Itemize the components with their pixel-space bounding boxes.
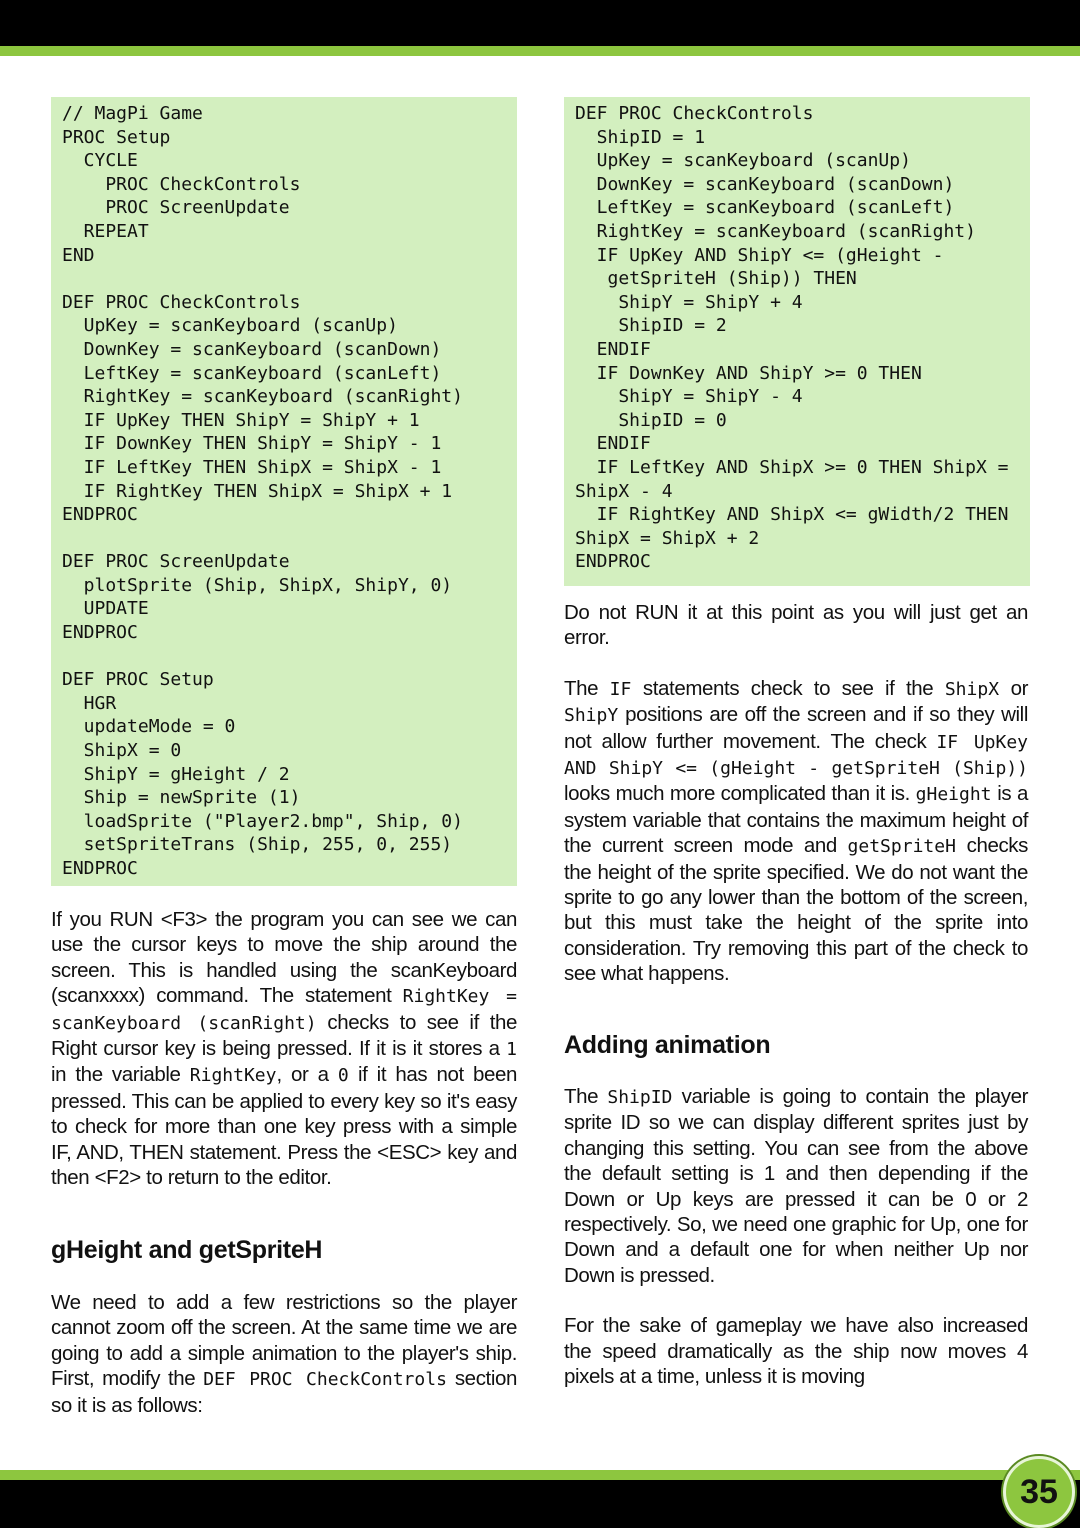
top-bar xyxy=(0,0,1080,46)
bottom-bar xyxy=(0,1480,1080,1528)
text-run: statements check to see if the xyxy=(631,676,945,700)
text-run: If you RUN <F3> the program you can see we can use the cursor keys to move the ship around the screen. This is handled using the scanKeyboard (scanxxxx) command. The statement xyxy=(51,908,517,1008)
code-listing-right: DEF PROC CheckControls ShipID = 1 UpKey = scanKeyboard (scanUp) DownKey = scanKeyboard (scanDown) LeftKey = scanKeyboard (scanLeft) RightKey = scanKeyboard (scanRight) IF UpKey AND ShipY <= (gHeight - getSpriteH (Ship)) THEN ShipY = ShipY + 4 ShipID = 2 ENDIF IF DownKey AND ShipY >= 0 THEN ShipY = ShipY - 4 ShipID = 0 ENDIF IF LeftKey AND ShipX >= 0 THEN ShipX = ShipX - 4 IF RightKey AND ShipX <= gWidth/2 THEN ShipX = ShipX + 2 ENDPROC xyxy=(564,97,1030,586)
right-paragraph-2 xyxy=(564,676,1028,987)
inline-code: getSpriteH xyxy=(847,836,956,858)
right-body-text-2 xyxy=(564,1084,1028,1414)
text-run: in the variable xyxy=(51,1063,190,1087)
text-run: or xyxy=(999,676,1028,700)
inline-code: gHeight xyxy=(915,784,992,806)
text-run: variable is going to contain the player sprite ID so we can display different sprites just by changing this setting. You can see from the above the default setting is 1 and then depending if the Down or Up keys are pressed it can be 0 or 2 respectively. So, we need one graphic for Up, one for Down and a default one for when neither Up nor Down is pressed. xyxy=(564,1085,1029,1287)
text-run: We need to add a few restrictions so the player cannot zoom off the screen. At the same time we are going to add a simple animation to the player's ship. First, modify the xyxy=(51,1291,517,1391)
inline-code: ShipY xyxy=(564,705,619,727)
section-heading-gheight: gHeight and getSpriteH xyxy=(51,1236,323,1264)
text-run: is a system variable that contains the maximum height of the current screen mode and xyxy=(564,782,1028,858)
left-paragraph-2 xyxy=(51,1290,517,1418)
text-run: The xyxy=(564,676,610,700)
inline-code: RightKey = scanKeyboard (scanRight) xyxy=(51,986,517,1034)
left-body-text-2 xyxy=(51,1290,517,1443)
bottom-accent-stripe xyxy=(0,1470,1080,1480)
text-run: section so it is as follows: xyxy=(51,1367,517,1417)
text-run: checks to see if the Right cursor key is being pressed. If it is it stores a xyxy=(51,1010,517,1061)
right-paragraph-4: For the sake of gameplay we have also increased the speed dramatically as the ship now moves 4 pixels at a time, unless it is moving xyxy=(564,1314,1028,1389)
inline-code: DEF PROC CheckControls xyxy=(203,1369,447,1391)
text-run: positions are off the screen and if so they will not allow further movement. The check xyxy=(564,703,1028,753)
text-run: The xyxy=(564,1085,608,1108)
section-heading-adding-animation: Adding animation xyxy=(564,1031,771,1059)
text-run: looks much more complicated than it is. xyxy=(564,782,916,806)
text-run: if it has not been pressed. This can be applied to every key so it's easy to check for more than one key press with a simple IF, AND, THEN statement. Press the <ESC> key and then <F2> to return to the editor. xyxy=(51,1063,517,1190)
left-body-text xyxy=(51,907,517,1215)
inline-code: ShipID xyxy=(607,1087,673,1108)
text-run: checks the height of the sprite specified. We do not want the sprite to go any lower than the bottom of the screen, but this must take the height of the sprite into consideration. Try removing this part of the check to see what happens. xyxy=(564,834,1029,986)
code-listing-left: // MagPi Game PROC Setup CYCLE PROC CheckControls PROC ScreenUpdate REPEAT END DEF PROC CheckControls UpKey = scanKeyboard (scanUp) DownKey = scanKeyboard (scanDown) LeftKey = scanKeyboard (scanLeft) RightKey = scanKeyboard (scanRight) IF UpKey THEN ShipY = ShipY + 1 IF DownKey THEN ShipY = ShipY - 1 IF LeftKey THEN ShipX = ShipX - 1 IF RightKey THEN ShipX = ShipX + 1 ENDPROC DEF PROC ScreenUpdate plotSprite (Ship, ShipX, ShipY, 0) UPDATE ENDPROC DEF PROC Setup HGR updateMode = 0 ShipX = 0 ShipY = gHeight / 2 Ship = newSprite (1) loadSprite ("Player2.bmp", Ship, 0) setSpriteTrans (Ship, 255, 0, 255) ENDPROC xyxy=(51,97,517,886)
inline-code: 1 xyxy=(506,1039,517,1061)
right-body-text xyxy=(564,600,1028,1012)
inline-code: ShipX xyxy=(944,678,1000,700)
inline-code: IF xyxy=(609,678,632,700)
left-paragraph-1 xyxy=(51,907,517,1190)
top-accent-stripe xyxy=(0,46,1080,56)
text-run: , or a xyxy=(276,1063,338,1087)
right-paragraph-1: Do not RUN it at this point as you will just get an error. xyxy=(564,601,1028,650)
inline-code: RightKey xyxy=(189,1065,277,1087)
right-paragraph-3 xyxy=(564,1084,1028,1288)
inline-code: 0 xyxy=(337,1065,349,1087)
page-number-badge: 35 xyxy=(1003,1456,1075,1528)
inline-code: IF UpKey AND ShipY <= (gHeight - getSpriteH (Ship)) xyxy=(564,731,1028,780)
